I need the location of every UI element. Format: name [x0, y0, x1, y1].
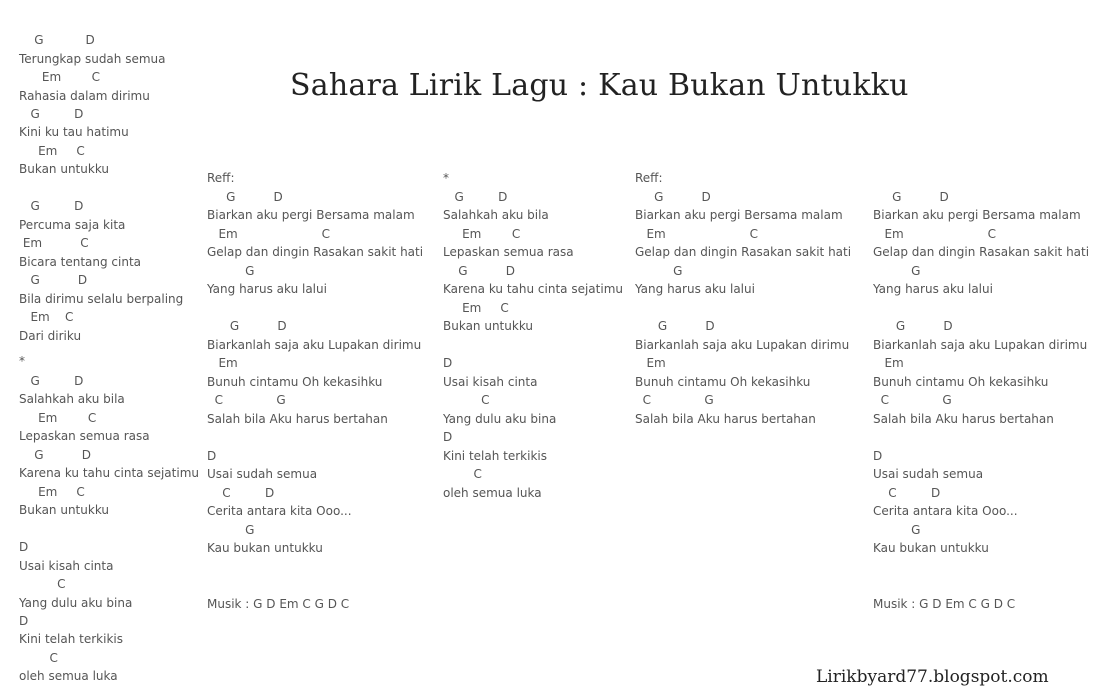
- lyric-line: Gelap dan dingin Rasakan sakit hati: [207, 245, 424, 259]
- chord-line: G D: [19, 33, 95, 47]
- chord-line: G D: [873, 319, 953, 333]
- lyric-line: Cerita antara kita Ooo...: [207, 504, 352, 518]
- chord-line: Em C: [19, 70, 101, 84]
- lyric-line: Karena ku tahu cinta sejatimu: [19, 466, 199, 480]
- lyric-line: Biarkanlah saja aku Lupakan dirimu: [873, 338, 1088, 352]
- lyric-line: Yang dulu aku bina: [443, 412, 557, 426]
- lyric-line: Biarkan aku pergi Bersama malam: [207, 208, 415, 222]
- lyric-line: Bukan untukku: [19, 162, 110, 176]
- lyric-line: Salah bila Aku harus bertahan: [207, 412, 388, 426]
- lyric-line: Usai kisah cinta: [19, 559, 114, 573]
- chord-line: C D: [207, 486, 275, 500]
- lyric-line: *: [443, 171, 449, 185]
- lyric-line: Bila dirimu selalu berpaling: [19, 292, 184, 306]
- lyric-line: Biarkanlah saja aku Lupakan dirimu: [207, 338, 422, 352]
- chord-line: Em C: [635, 227, 759, 241]
- chord-line: Em: [207, 356, 238, 370]
- chord-line: C G: [873, 393, 952, 407]
- lyric-line: Cerita antara kita Ooo...: [873, 504, 1018, 518]
- page-title: Sahara Lirik Lagu : Kau Bukan Untukku: [290, 68, 909, 103]
- lyric-line: Lepaskan semua rasa: [443, 245, 574, 259]
- chord-line: Em C: [443, 227, 521, 241]
- chord-line: C D: [873, 486, 941, 500]
- chord-line: C: [19, 651, 58, 665]
- lyric-line: Gelap dan dingin Rasakan sakit hati: [873, 245, 1090, 259]
- lyric-line: Bukan untukku: [443, 319, 534, 333]
- lyric-line: Yang harus aku lalui: [873, 282, 993, 296]
- lyric-line: Biarkanlah saja aku Lupakan dirimu: [635, 338, 850, 352]
- site-watermark: Lirikbyard77.blogspot.com: [816, 667, 1049, 687]
- chord-line: G D: [443, 190, 508, 204]
- lyric-line: Salah bila Aku harus bertahan: [873, 412, 1054, 426]
- chord-line: G D: [19, 374, 84, 388]
- lyric-line: Bicara tentang cinta: [19, 255, 142, 269]
- chord-line: G: [635, 264, 683, 278]
- chord-line: Em C: [19, 236, 89, 250]
- lyric-line: Biarkan aku pergi Bersama malam: [873, 208, 1081, 222]
- chord-line: G D: [207, 319, 287, 333]
- lyric-line: Bukan untukku: [19, 503, 110, 517]
- lyric-line: Salahkah aku bila: [19, 392, 125, 406]
- chord-line: G D: [207, 190, 283, 204]
- lyric-line: Yang harus aku lalui: [635, 282, 755, 296]
- lyric-line: Kini ku tau hatimu: [19, 125, 129, 139]
- chord-line: G: [207, 264, 255, 278]
- lyric-line: Terungkap sudah semua: [19, 52, 166, 66]
- chord-line: G D: [443, 264, 515, 278]
- chord-line: D: [19, 614, 29, 628]
- chord-line: G D: [635, 319, 715, 333]
- lyric-line: Salahkah aku bila: [443, 208, 549, 222]
- chord-line: D: [443, 430, 453, 444]
- lyric-line: Bunuh cintamu Oh kekasihku: [207, 375, 383, 389]
- lyric-line: Yang dulu aku bina: [19, 596, 133, 610]
- chord-line: D: [443, 356, 453, 370]
- chord-line: Em: [635, 356, 666, 370]
- chord-line: C: [19, 577, 66, 591]
- chord-line: Em C: [207, 227, 331, 241]
- chord-line: Em: [873, 356, 904, 370]
- chord-line: G: [873, 523, 921, 537]
- chord-line: Em C: [19, 310, 74, 324]
- lyric-line: Usai kisah cinta: [443, 375, 538, 389]
- lyric-line: Kau bukan untukku: [873, 541, 989, 555]
- lyric-line: Salah bila Aku harus bertahan: [635, 412, 816, 426]
- lyric-line: Yang harus aku lalui: [207, 282, 327, 296]
- chord-line: Em C: [19, 144, 85, 158]
- chord-line: D: [207, 449, 217, 463]
- lyric-line: *: [19, 354, 25, 368]
- lyric-line: Karena ku tahu cinta sejatimu: [443, 282, 623, 296]
- chord-line: D: [873, 449, 883, 463]
- lyric-line: Reff:: [635, 171, 663, 185]
- lyric-line: Kau bukan untukku: [207, 541, 323, 555]
- lyric-line: Kini telah terkikis: [19, 632, 123, 646]
- chord-line: G D: [635, 190, 711, 204]
- lyric-line: Reff:: [207, 171, 235, 185]
- lyric-line: Usai sudah semua: [873, 467, 984, 481]
- chord-line: D: [19, 540, 29, 554]
- lyric-line: Bunuh cintamu Oh kekasihku: [635, 375, 811, 389]
- lyric-line: Usai sudah semua: [207, 467, 318, 481]
- chord-line: Em C: [873, 227, 997, 241]
- chord-line: C G: [635, 393, 714, 407]
- lyric-line: Dari diriku: [19, 329, 82, 343]
- chord-line: Em C: [19, 485, 85, 499]
- chord-line: G D: [19, 273, 88, 287]
- lyric-line: oleh semua luka: [19, 669, 118, 683]
- chord-line: Em C: [443, 301, 509, 315]
- lyric-line: Bunuh cintamu Oh kekasihku: [873, 375, 1049, 389]
- lyric-line: Musik : G D Em C G D C: [207, 597, 350, 611]
- chord-line: Em C: [19, 411, 97, 425]
- lyric-line: Rahasia dalam dirimu: [19, 89, 150, 103]
- chord-line: G: [207, 523, 255, 537]
- lyric-line: oleh semua luka: [443, 486, 542, 500]
- lyric-line: Lepaskan semua rasa: [19, 429, 150, 443]
- chord-line: G D: [19, 199, 84, 213]
- chord-line: C: [443, 467, 482, 481]
- chord-line: G D: [19, 107, 84, 121]
- lyric-line: Biarkan aku pergi Bersama malam: [635, 208, 843, 222]
- chord-line: C: [443, 393, 490, 407]
- lyric-line: Gelap dan dingin Rasakan sakit hati: [635, 245, 852, 259]
- lyric-line: Percuma saja kita: [19, 218, 126, 232]
- chord-line: G D: [19, 448, 91, 462]
- chord-line: G D: [873, 190, 949, 204]
- chord-line: C G: [207, 393, 286, 407]
- lyric-line: Kini telah terkikis: [443, 449, 547, 463]
- chord-line: G: [873, 264, 921, 278]
- lyric-line: Musik : G D Em C G D C: [873, 597, 1016, 611]
